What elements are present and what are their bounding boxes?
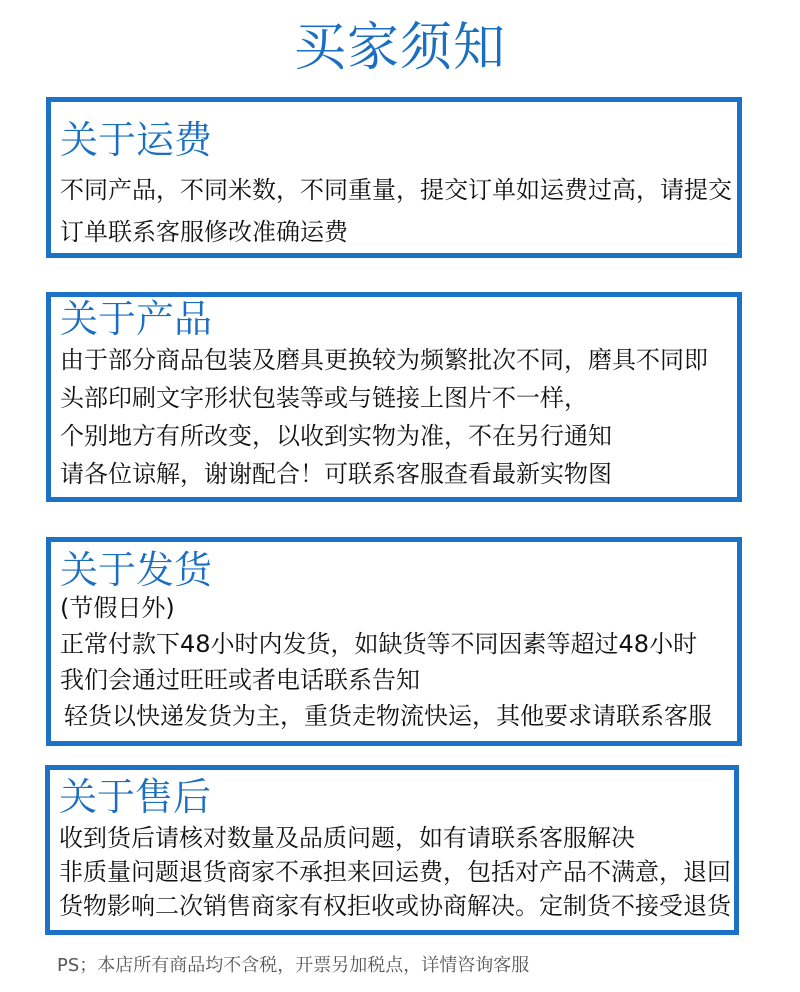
section-heading: 关于产品 xyxy=(60,297,213,341)
section-delivery xyxy=(46,537,742,746)
section-heading: 关于运费 xyxy=(60,118,213,162)
section-body xyxy=(59,821,734,923)
section-body xyxy=(60,590,737,734)
section-line: 我们会通过旺旺或者电话联系告知 xyxy=(60,666,420,694)
section-body xyxy=(60,341,737,493)
section-line: 收到货后请核对数量及品质问题，如有请联系客服解决 xyxy=(59,824,635,852)
section-line: 正常付款下48小时内发货，如缺货等不同因素等超过48小时 xyxy=(60,630,698,658)
section-line: 请各位谅解，谢谢配合！可联系客服查看最新实物图 xyxy=(60,460,612,488)
section-shipping-fee xyxy=(46,97,742,258)
section-heading: 关于发货 xyxy=(60,548,213,592)
section-line: 不同产品，不同米数，不同重量，提交订单如运费过高，请提交 xyxy=(60,176,732,204)
section-body xyxy=(60,169,737,253)
section-line: 轻货以快递发货为主，重货走物流快运，其他要求请联系客服 xyxy=(64,702,712,730)
section-line: 货物影响二次销售商家有权拒收或协商解决。定制货不接受退货 xyxy=(59,892,731,920)
section-product xyxy=(46,292,742,502)
section-line: 个别地方有所改变，以收到实物为准，不在另行通知 xyxy=(60,422,612,450)
section-heading: 关于售后 xyxy=(59,775,212,819)
section-line: 订单联系客服修改准确运费 xyxy=(60,218,348,246)
section-after-sales xyxy=(45,765,739,935)
footer-note: PS；本店所有商品均不含税，开票另加税点，详情咨询客服 xyxy=(57,955,530,976)
section-line: 非质量问题退货商家不承担来回运费，包括对产品不满意，退回 xyxy=(59,858,731,886)
section-line: (节假日外) xyxy=(60,594,175,622)
section-line: 由于部分商品包装及磨具更换较为频繁批次不同，磨具不同即 xyxy=(60,346,708,374)
page-title: 买家须知 xyxy=(293,18,506,78)
section-line: 头部印刷文字形状包装等或与链接上图片不一样， xyxy=(60,384,588,412)
